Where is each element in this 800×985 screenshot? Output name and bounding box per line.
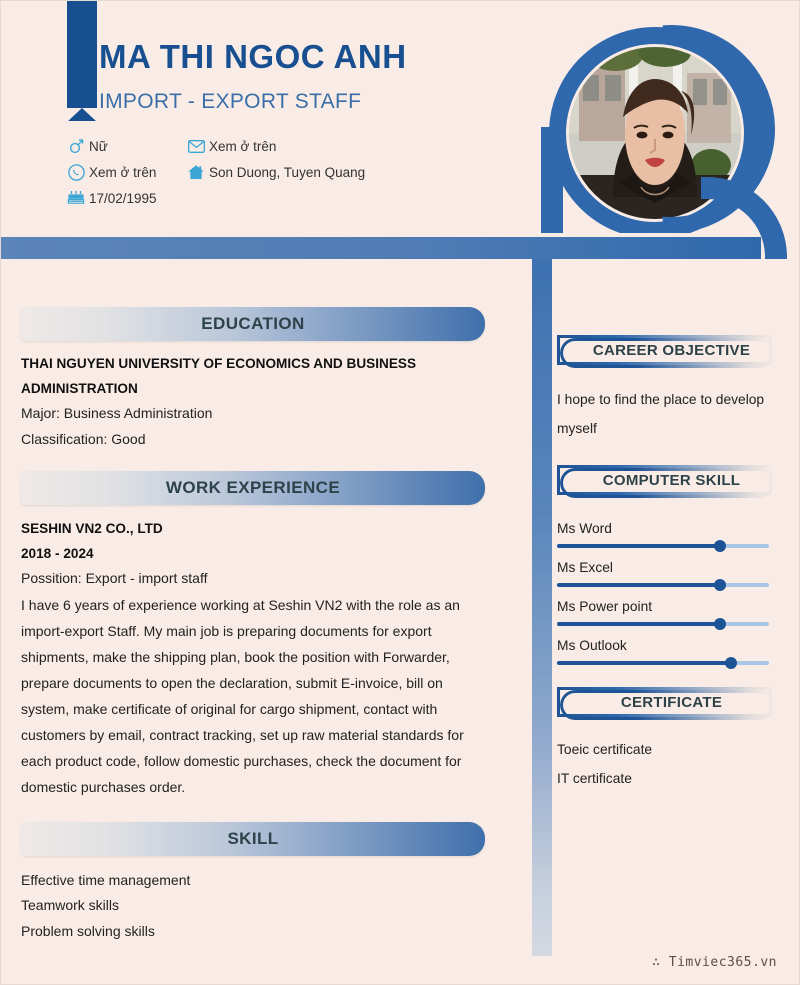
contact-phone xyxy=(63,159,183,185)
left-column xyxy=(1,259,521,944)
birthday-cake-icon xyxy=(63,190,89,206)
computer-skill-fill xyxy=(557,622,720,626)
skill-item: Teamwork skills xyxy=(21,897,120,913)
phone-icon xyxy=(63,164,89,181)
education-major: Major: Business Administration xyxy=(21,405,213,421)
work-description: I have 6 years of experience working at Seshin VN2 with the role as an import-export Staff. My main job is preparing documents for export shipments, make the shipping plan, book the position with Forwarder, prepare documents to open the declaration, submit E-invoice, bill on system, make certificate of original for cargo shipment, contact with customers by email, contract tracking, set up raw material standards for each product code, follow domestic purchases, check the document for domestic purchases order. xyxy=(21,596,464,795)
cv-header xyxy=(1,1,800,233)
contact-row xyxy=(63,133,513,159)
section-header-education-label: EDUCATION xyxy=(201,314,305,333)
computer-skill-row xyxy=(557,597,785,626)
computer-skill-label: Ms Outlook xyxy=(557,638,627,653)
section-header-skill xyxy=(21,822,485,856)
computer-skill-fill xyxy=(557,583,720,587)
section-header-education xyxy=(21,307,485,341)
computer-skill-knob[interactable] xyxy=(725,657,737,669)
contact-phone-value: Xem ở trên xyxy=(89,164,157,180)
section-header-computer-skill-label: COMPUTER SKILL xyxy=(602,471,741,489)
contact-list xyxy=(63,133,513,211)
section-header-career-objective-label: CAREER OBJECTIVE xyxy=(592,341,751,359)
computer-skill-fill xyxy=(557,544,720,548)
computer-skill-row xyxy=(557,519,785,548)
computer-skill-body xyxy=(557,495,785,665)
contact-birthday xyxy=(63,185,183,211)
computer-skill-row xyxy=(557,636,785,665)
computer-skill-label: Ms Word xyxy=(557,521,612,536)
contact-email xyxy=(183,133,276,159)
computer-skill-label: Ms Excel xyxy=(557,560,613,575)
certificate-item: IT certificate xyxy=(557,771,632,786)
computer-skill-slider[interactable] xyxy=(557,661,769,665)
contact-address xyxy=(183,159,365,185)
computer-skill-knob[interactable] xyxy=(714,540,726,552)
computer-skill-label: Ms Power point xyxy=(557,599,653,614)
skill-item: Problem solving skills xyxy=(21,922,155,939)
column-divider xyxy=(532,273,552,956)
gender-icon xyxy=(63,138,89,155)
contact-gender-value: Nữ xyxy=(89,138,108,154)
section-header-skill-label: SKILL xyxy=(227,828,279,848)
watermark: ∴ Timviec365.vn xyxy=(652,955,777,970)
education-body xyxy=(1,341,521,452)
work-company: SESHIN VN2 CO., LTD xyxy=(21,521,163,536)
certificate-item: Toeic certificate xyxy=(557,742,653,757)
contact-email-value: Xem ở trên xyxy=(209,138,277,154)
section-header-certificate-label: CERTIFICATE xyxy=(620,693,723,711)
work-experience-body xyxy=(1,505,521,800)
work-period: 2018 - 2024 xyxy=(21,545,94,561)
section-header-computer-skill xyxy=(557,465,772,495)
ribbon-accent-icon xyxy=(67,1,97,121)
job-title: IMPORT - EXPORT STAFF xyxy=(99,90,362,113)
contact-birthday-value: 17/02/1995 xyxy=(89,190,157,206)
section-header-certificate xyxy=(557,687,772,717)
education-classification: Classification: Good xyxy=(21,430,146,447)
section-header-career-objective xyxy=(557,335,772,365)
header-divider-bar xyxy=(1,237,761,259)
contact-gender xyxy=(63,133,183,159)
work-position: Possition: Export - import staff xyxy=(21,570,208,586)
computer-skill-row xyxy=(557,558,785,587)
computer-skill-knob[interactable] xyxy=(714,579,726,591)
career-objective-text: I hope to find the place to develop myself xyxy=(557,392,765,436)
computer-skill-slider[interactable] xyxy=(557,544,769,548)
skill-item: Effective time management xyxy=(21,871,191,888)
right-column xyxy=(557,259,785,793)
career-objective-body xyxy=(557,365,785,443)
contact-row xyxy=(63,159,513,185)
skill-body xyxy=(1,856,521,945)
contact-row xyxy=(63,185,513,211)
computer-skill-slider[interactable] xyxy=(557,583,769,587)
computer-skill-fill xyxy=(557,661,731,665)
computer-skill-knob[interactable] xyxy=(714,618,726,630)
certificate-body xyxy=(557,717,785,793)
page-title: MA THI NGOC ANH xyxy=(99,38,407,75)
home-icon xyxy=(183,164,209,180)
education-school: THAI NGUYEN UNIVERSITY OF ECONOMICS AND BUSINESS ADMINISTRATION xyxy=(21,356,417,396)
section-header-work-experience-label: WORK EXPERIENCE xyxy=(165,478,341,497)
envelope-icon xyxy=(183,140,209,153)
computer-skill-slider[interactable] xyxy=(557,622,769,626)
section-header-work-experience xyxy=(21,471,485,505)
contact-address-value: Son Duong, Tuyen Quang xyxy=(209,164,366,180)
